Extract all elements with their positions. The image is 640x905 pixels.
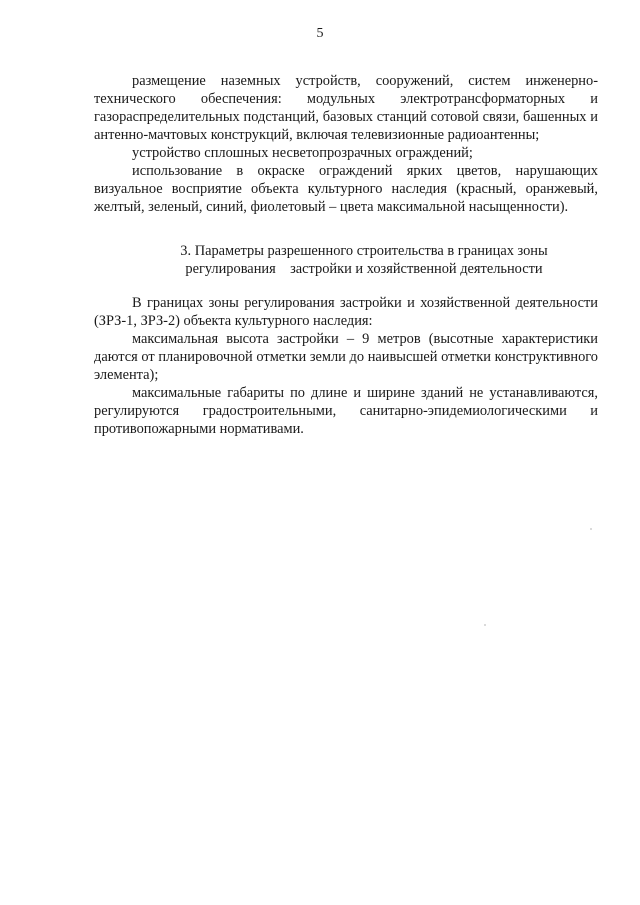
parameter-paragraph: максимальные габариты по длине и ширине зданий не устанавливаются, регулируются градостроительными, санитарно-эпидемиологическими и противопожарными нормативами. — [94, 385, 598, 437]
page-number: 5 — [316, 26, 324, 41]
section-heading-line: регулирования застройки и хозяйственной деятельности — [185, 261, 543, 277]
restriction-paragraph: размещение наземных устройств, сооружений, систем инженерно-технического обеспечения: модульных электротрансформаторных и газораспределительных подстанций, базовых станций сотовой связи, башенных и антенно-мачтовых конструкций, включая телевизионные радиоантенны; — [94, 73, 598, 143]
scan-speck — [484, 624, 486, 626]
restrictions-list — [94, 72, 598, 216]
restriction-paragraph: устройство сплошных несветопрозрачных ограждений; — [132, 145, 473, 161]
scan-speck — [590, 528, 592, 530]
restriction-paragraph: использование в окраске ограждений ярких цветов, нарушающих визуальное восприятие объекта культурного наследия (красный, оранжевый, желтый, зеленый, синий, фиолетовый – цвета максимальной насыщенности). — [94, 163, 598, 215]
section-heading — [94, 242, 634, 278]
parameter-paragraph: максимальная высота застройки – 9 метров (высотные характеристики даются от планировочной отметки земли до наивысшей отметки конструктивного элемента); — [94, 331, 598, 383]
section-heading-line: 3. Параметры разрешенного строительства в границах зоны — [180, 243, 548, 259]
parameters-list — [94, 294, 598, 438]
parameter-paragraph: В границах зоны регулирования застройки и хозяйственной деятельности (ЗРЗ-1, ЗРЗ-2) объекта культурного наследия: — [94, 295, 598, 329]
